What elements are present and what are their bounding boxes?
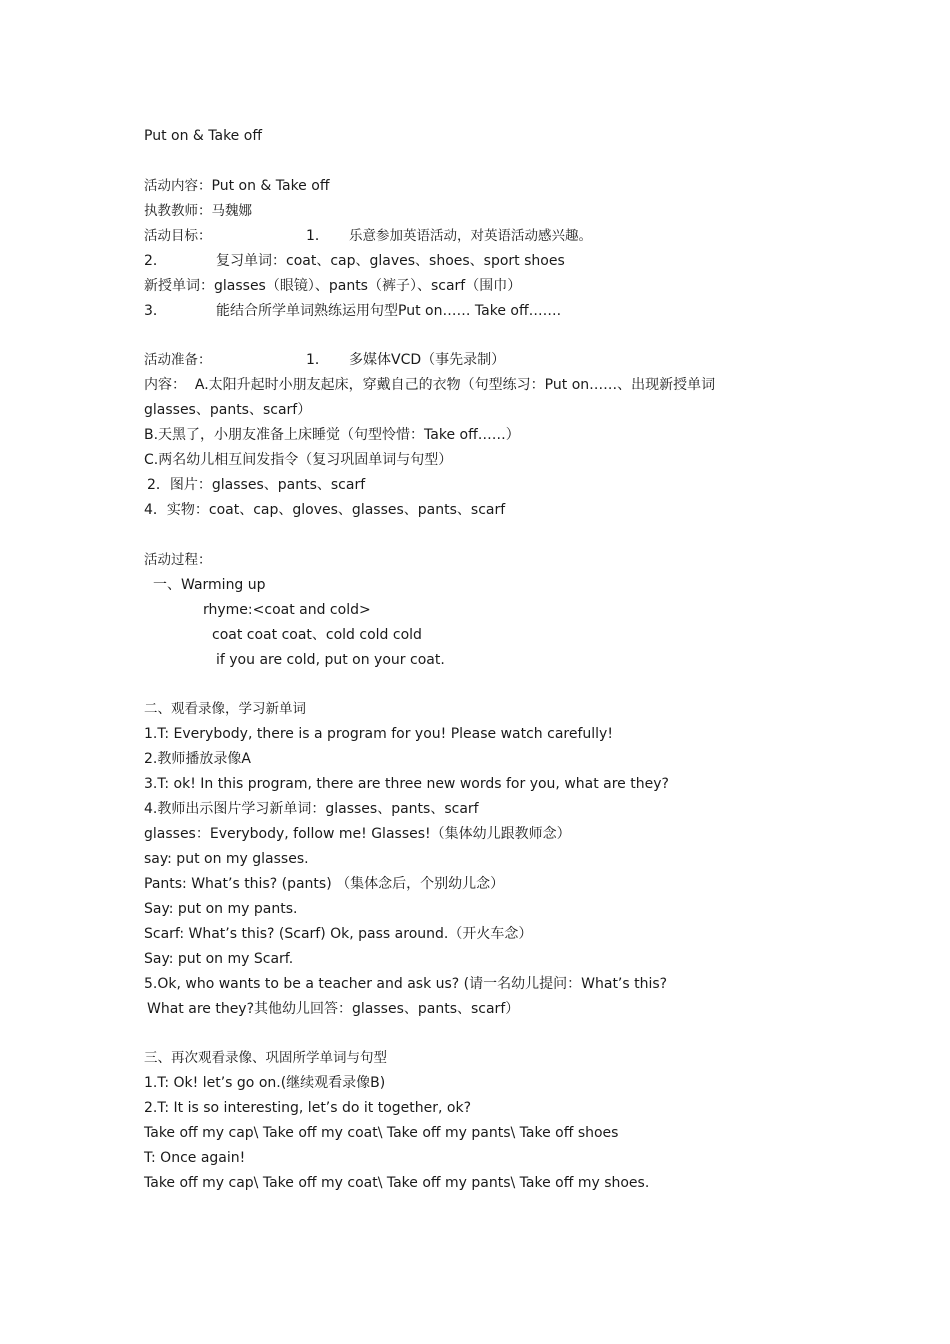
process-label: 活动过程： (144, 552, 212, 568)
content-label: 活动内容： (144, 178, 212, 194)
goal-line-1 (144, 226, 592, 246)
prep-line-1 (144, 350, 505, 370)
goal-label: 活动目标： (144, 228, 212, 244)
section2-line-1: 1.T: Everybody, there is a program for you! Please watch carefully! (144, 726, 613, 742)
section3-line-2: 2.T: It is so interesting, let’s do it together, ok? (144, 1100, 472, 1116)
goal3-text: 能结合所学单词熟练运用句型Put on…… Take off……. (216, 303, 562, 319)
section3-line-3: Take off my cap\ Take off my coat\ Take off my pants\ Take off shoes (144, 1125, 619, 1141)
section2-line-2: 2.教师播放录像A (144, 751, 251, 767)
section2-line-6: say: put on my glasses. (144, 851, 309, 867)
section2-line-8: Say: put on my pants. (144, 901, 298, 917)
section1-rhyme-line2: if you are cold, put on your coat. (216, 652, 445, 668)
prep-content-c: C.两名幼儿相互间发指令（复习巩固单词与句型） (144, 452, 453, 468)
section2-line-4: 4.教师出示图片学习新单词：glasses、pants、scarf (144, 801, 479, 817)
teacher-value: 马魏娜 (211, 203, 252, 219)
prep-content-a2: glasses、pants、scarf） (144, 402, 312, 418)
content-line (144, 176, 329, 196)
goal2-text: 复习单词：coat、cap、glaves、shoes、sport shoes (216, 253, 565, 269)
section1-rhyme: rhyme:<coat and cold> (203, 602, 371, 618)
teacher-line (144, 201, 252, 221)
section2-line-11: 5.Ok, who wants to be a teacher and ask us? (请一名幼儿提问：What’s this? (144, 976, 668, 992)
prep-label: 活动准备： (144, 352, 212, 368)
goal-line-2 (144, 251, 565, 271)
goal3-number: 3． (144, 303, 167, 319)
prep-content-a: 内容： A.太阳升起时小朋友起床，穿戴自己的衣物（句型练习：Put on……、出现新授单词 (144, 377, 716, 393)
section2-line-7: Pants: What’s this? (pants) （集体念后，个别幼儿念） (144, 876, 505, 892)
goal1-number: 1． (306, 228, 329, 244)
teacher-label: 执教教师： (144, 203, 212, 219)
goal-line-2b: 新授单词：glasses（眼镜）、pants（裤子）、scarf（围巾） (144, 278, 522, 294)
prep-content-b: B.天黑了，小朋友准备上床睡觉（句型怜惜：Take off……） (144, 427, 520, 443)
section1-rhyme-line1: coat coat coat、cold cold cold (212, 627, 422, 643)
prep1-text: 多媒体VCD（事先录制） (349, 352, 506, 368)
doc-title: Put on & Take off (144, 128, 262, 144)
section1-title: 一、Warming up (153, 577, 266, 593)
prep-item-2: 2．图片：glasses、pants、scarf (147, 477, 366, 493)
section3-line-1: 1.T: Ok! let’s go on.(继续观看录像B) (144, 1075, 386, 1091)
section2-line-12: What are they?其他幼儿回答：glasses、pants、scarf） (147, 1001, 520, 1017)
goal1-text: 乐意参加英语活动，对英语活动感兴趣。 (349, 228, 592, 244)
section2-line-5: glasses：Everybody, follow me! Glasses!（集体幼儿跟教师念） (144, 826, 571, 842)
section2-line-3: 3.T: ok! In this program, there are three new words for you, what are they? (144, 776, 669, 792)
prep1-number: 1． (306, 352, 329, 368)
section2-title: 二、观看录像，学习新单词 (144, 701, 306, 717)
section3-line-4: T: Once again! (144, 1150, 246, 1166)
prep-item-4: 4．实物：coat、cap、gloves、glasses、pants、scarf (144, 502, 506, 518)
section2-line-10: Say: put on my Scarf. (144, 951, 294, 967)
section2-line-9: Scarf: What’s this? (Scarf) Ok, pass around.（开火车念） (144, 926, 533, 942)
section3-title: 三、再次观看录像、巩固所学单词与句型 (144, 1050, 387, 1066)
goal2-number: 2． (144, 253, 167, 269)
section3-line-5: Take off my cap\ Take off my coat\ Take off my pants\ Take off my shoes. (144, 1175, 650, 1191)
goal-line-3 (144, 301, 561, 321)
content-value: Put on & Take off (211, 178, 330, 194)
